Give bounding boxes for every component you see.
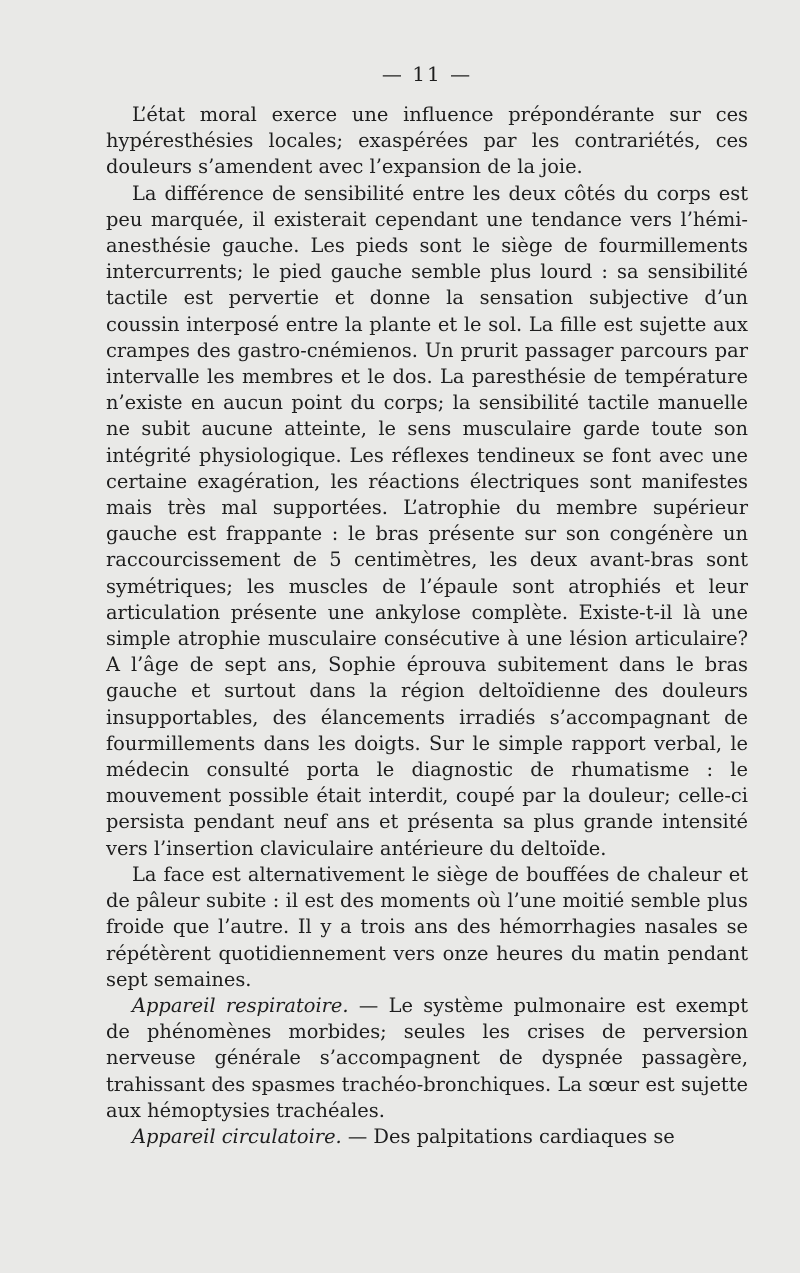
paragraph-text: — Des palpitations cardiaques se [341, 1124, 675, 1148]
section-heading-respiratory: Appareil respiratoire. [132, 993, 349, 1017]
paragraph-text: La face est alternativement le siège de bouffées de chaleur et de pâleur subite : il est des moments où l’une moitié semble plus froide que l’autre. Il y a trois ans des hémorrhagies nasales se répétèrent quotidiennement vers onze heures du matin pendant sept semaines. [106, 862, 748, 991]
paragraph-text: — Le système pulmonaire est exempt de phénomènes morbides; seules les crises de perversion nerveuse générale s’accompagnent de dyspnée passagère, trahissant des spasmes trachéo-bronchiques. La sœur est sujette aux hémoptysies trachéales. [106, 993, 748, 1122]
paragraph-text: L’état moral exerce une influence prépondérante sur ces hypéresthésies locales; exaspérées par les contrariétés, ces douleurs s’amendent avec l’expansion de la joie. [106, 103, 748, 179]
paragraph-face [106, 862, 748, 993]
paragraph-text: La différence de sensibilité entre les deux côtés du corps est peu marquée, il existerait cependant une tendance vers l’hémi-anesthésie gauche. Les pieds sont le siège de fourmillements intercurrents; le pied gauche semble plus lourd : sa sensibilité tactile est pervertie et donne la sensation subjective d’un coussin interposé entre la plante et le sol. La fille est sujette aux crampes des gastro-cnémienos. Un prurit passager parcours par intervalle les membres et le dos. La paresthésie de température n’existe en aucun point du corps; la sensibilité tactile manuelle ne subit aucune atteinte, le sens musculaire garde toute son intégrité physiologique. Les réflexes tendineux se font avec une certaine exagération, les réactions électriques sont manifestes mais très mal supportées. L’atrophie du membre supérieur gauche est frappante : le bras présente sur son congénère un raccourcissement de 5 centimètres, les deux avant-bras sont symétriques; les muscles de l’épaule sont atrophiés et leur articulation présente une ankylose complète. Existe-t-il là une simple atrophie musculaire consécutive à une lésion articulaire? A l’âge de sept ans, Sophie éprouva subitement dans le bras gauche et surtout dans la région deltoïdienne des douleurs insupportables, des élancements irradiés s’accompagnant de fourmillements dans les doigts. Sur le simple rapport verbal, le médecin consulté porta le diagnostic de rhumatisme : le mouvement possible était interdit, coupé par la douleur; celle-ci persista pendant neuf ans et présenta sa plus grande intensité vers l’insertion claviculaire antérieure du deltoïde. [106, 181, 748, 860]
paragraph-circulatory [106, 1124, 748, 1150]
paragraph-respiratory [106, 993, 748, 1124]
section-heading-circulatory: Appareil circulatoire. [132, 1124, 342, 1148]
paragraph-moral-state [106, 102, 748, 181]
page-number: — 11 — [381, 62, 473, 86]
paragraph-sensibility [106, 181, 748, 862]
